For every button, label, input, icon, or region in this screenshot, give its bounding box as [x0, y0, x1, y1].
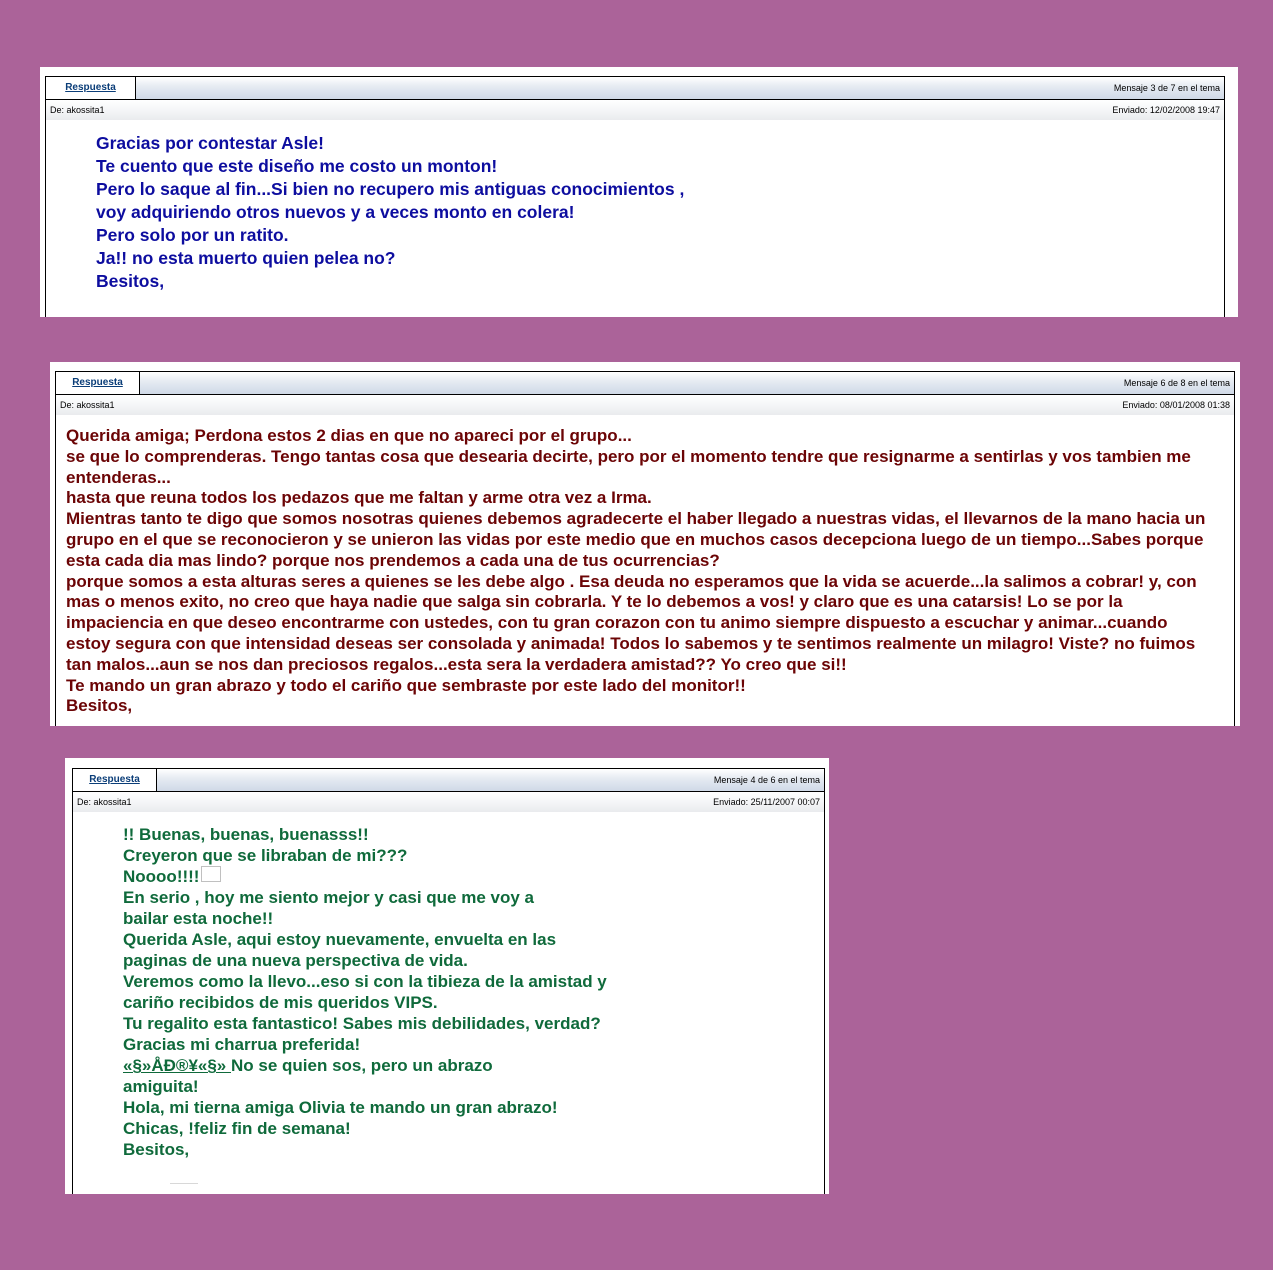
- divider: [170, 1183, 198, 1184]
- message-line: cariño recibidos de mis queridos VIPS.: [123, 993, 438, 1012]
- message-line: hasta que reuna todos los pedazos que me faltan y arme otra vez a Irma.: [66, 488, 652, 508]
- message-meta: [56, 395, 1234, 415]
- message-header: [46, 77, 1224, 100]
- message-line: Chicas, !feliz fin de semana!: [123, 1119, 351, 1138]
- message-body: [123, 824, 607, 1160]
- sent-date: Enviado: 25/11/2007 00:07: [713, 797, 820, 807]
- message-line-with-link: [123, 1055, 607, 1076]
- message-meta: [46, 100, 1224, 120]
- message-frame: [45, 76, 1225, 317]
- sender: De: akossita1: [50, 105, 105, 115]
- message-header: [73, 769, 824, 792]
- message-line: Te cuento que este diseño me costo un monton!: [96, 156, 498, 176]
- sender: De: akossita1: [60, 400, 115, 410]
- message-line: No se quien sos, pero un abrazo: [231, 1056, 493, 1075]
- sent-date: Enviado: 12/02/2008 19:47: [1112, 105, 1220, 115]
- message-card-2: [50, 362, 1240, 726]
- message-line: porque somos a esta alturas seres a quienes se les debe algo . Esa deuda no esperamos que la vida se acuerde...la salimos a cobrar! y, con mas o menos exito, no creo que haya nadie que salga sin cobrarla. Y te lo debemos a vos! y claro que es una catarsis! Lo se por la impaciencia en que deseo encontrarme con ustedes, con tu gran corazon con tu animo siempre dispuesto a escuchar y animar...cuando estoy segura con que intensidad deseas ser consolada y animada! Todos lo sabemos y te sentimos realmente un milagro! Viste? no fuimos tan malos...aun se nos dan preciosos regalos...esta sera la verdadera amistad?? Yo creo que si!!: [66, 571, 1197, 674]
- message-line: Querida Asle, aqui estoy nuevamente, envuelta en las: [123, 930, 557, 949]
- message-line: Besitos,: [96, 271, 165, 291]
- message-line: Gracias por contestar Asle!: [96, 133, 324, 153]
- message-frame: [72, 768, 825, 1194]
- message-card-1: [40, 67, 1238, 317]
- message-card-3: [65, 758, 829, 1194]
- message-line: En serio , hoy me siento mejor y casi que me voy a: [123, 888, 534, 907]
- message-line: Besitos,: [66, 696, 133, 716]
- message-line: Hola, mi tierna amiga Olivia te mando un gran abrazo!: [123, 1098, 558, 1117]
- message-line: Veremos como la llevo...eso si con la tibieza de la amistad y: [123, 972, 607, 991]
- message-line: Noooo!!!!: [123, 867, 200, 886]
- reply-tab[interactable]: Respuesta: [56, 372, 140, 394]
- message-line: Pero solo por un ratito.: [96, 225, 289, 245]
- message-line: Besitos,: [123, 1140, 190, 1159]
- message-line: Pero lo saque al fin...Si bien no recupero mis antiguas conocimientos ,: [96, 179, 685, 199]
- message-line: Querida amiga; Perdona estos 2 dias en que no apareci por el grupo...: [66, 426, 632, 445]
- message-line: Ja!! no esta muerto quien pelea no?: [96, 248, 396, 268]
- message-line-with-image: [123, 866, 607, 887]
- message-line: paginas de una nueva perspectiva de vida.: [123, 951, 468, 970]
- message-frame: [55, 371, 1235, 726]
- message-line: voy adquiriendo otros nuevos y a veces monto en colera!: [96, 202, 575, 222]
- message-line: se que lo comprenderas. Tengo tantas cosa que desearia decirte, pero por el momento tendre que resignarme a sentirlas y vos tambien me entenderas...: [66, 446, 1191, 487]
- sender: De: akossita1: [77, 797, 132, 807]
- user-link[interactable]: «§»ÅÐ®¥«§»: [123, 1056, 231, 1075]
- message-counter: Mensaje 4 de 6 en el tema: [713, 775, 820, 785]
- sent-date: Enviado: 08/01/2008 01:38: [1122, 400, 1230, 410]
- message-line: !! Buenas, buenas, buenasss!!: [123, 825, 369, 844]
- message-line: Gracias mi charrua preferida!: [123, 1035, 361, 1054]
- message-body: [96, 132, 684, 293]
- message-counter: Mensaje 3 de 7 en el tema: [1113, 83, 1220, 93]
- message-line: Mientras tanto te digo que somos nosotras quienes debemos agradecerte el haber llegado a nuestras vidas, el llevarnos de la mano hacia un grupo en el que se reconocieron y se unieron las vidas por este medio que en muchos casos decepciona luego de un tiempo...Sabes porque esta cada dia mas lindo? porque nos prendemos a cada una de tus ocurrencias?: [66, 509, 1206, 570]
- message-meta: [73, 792, 824, 812]
- message-line: Te mando un gran abrazo y todo el cariño que sembraste por este lado del monitor!!: [66, 675, 746, 695]
- reply-tab[interactable]: Respuesta: [46, 77, 136, 99]
- message-line: amiguita!: [123, 1077, 199, 1096]
- message-line: Tu regalito esta fantastico! Sabes mis debilidades, verdad?: [123, 1014, 601, 1033]
- message-body: [66, 426, 1216, 717]
- message-line: bailar esta noche!!: [123, 909, 274, 928]
- message-header: [56, 372, 1234, 395]
- message-counter: Mensaje 6 de 8 en el tema: [1123, 378, 1230, 388]
- message-line: Creyeron que se libraban de mi???: [123, 846, 408, 865]
- broken-image-icon: [201, 866, 221, 882]
- reply-tab[interactable]: Respuesta: [73, 769, 157, 791]
